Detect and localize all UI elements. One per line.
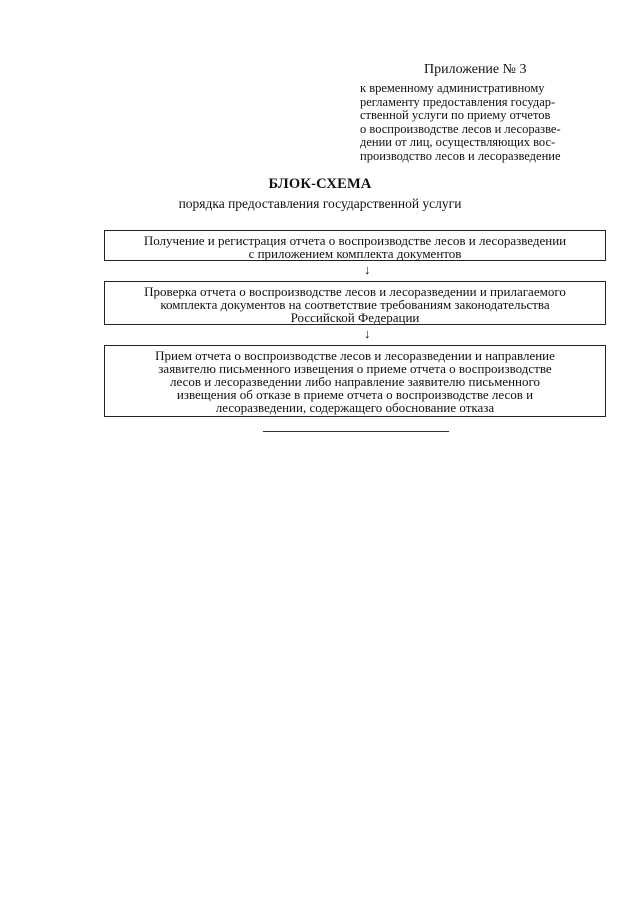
step-text-line: Прием отчета о воспроизводстве лесов и лесоразведении и направление <box>155 348 555 363</box>
step-text-line: лесоразведении, содержащего обоснование отказа <box>215 400 495 415</box>
step-text-line: Проверка отчета о воспроизводстве лесов и лесоразведении и прилагаемого <box>144 284 566 299</box>
step-text-line: Получение и регистрация отчета о воспроизводстве лесов и лесоразведении <box>143 233 567 248</box>
down-arrow-icon: ↓ <box>364 326 371 341</box>
step-text-line: с приложением комплекта документов <box>248 246 462 261</box>
appendix-title: Приложение № 3 <box>424 62 527 77</box>
flowchart-step-2 <box>104 281 606 325</box>
appendix-note <box>360 82 600 164</box>
scheme-title: БЛОК-СХЕМА <box>268 176 372 192</box>
closing-divider <box>263 431 449 432</box>
flowchart-step-1 <box>104 230 606 261</box>
appendix-note-line: к временному административному <box>360 81 545 95</box>
down-arrow-icon: ↓ <box>364 262 371 277</box>
appendix-note-line: производство лесов и лесоразведение <box>360 148 561 163</box>
step-text-line: лесов и лесоразведении либо направление заявителю письменного <box>169 374 541 389</box>
scheme-subtitle: порядка предоставления государственной услуги <box>178 196 462 211</box>
step-text-line: Российской Федерации <box>290 310 420 325</box>
flowchart-step-3 <box>104 345 606 417</box>
step-text-line: комплекта документов на соответствие требованиям законодательства <box>160 297 550 312</box>
appendix-note-line: регламенту предоставления государ- <box>360 94 556 109</box>
step-text-line: извещения об отказе в приеме отчета о воспроизводстве лесов и <box>176 387 534 402</box>
appendix-note-line: дении от лиц, осуществляющих вос- <box>360 135 556 150</box>
appendix-note-line: о воспроизводстве лесов и лесоразве- <box>360 121 561 136</box>
step-text-line: заявителю письменного извещения о приеме отчета о воспроизводстве <box>158 361 552 376</box>
appendix-note-line: ственной услуги по приему отчетов <box>360 108 551 123</box>
